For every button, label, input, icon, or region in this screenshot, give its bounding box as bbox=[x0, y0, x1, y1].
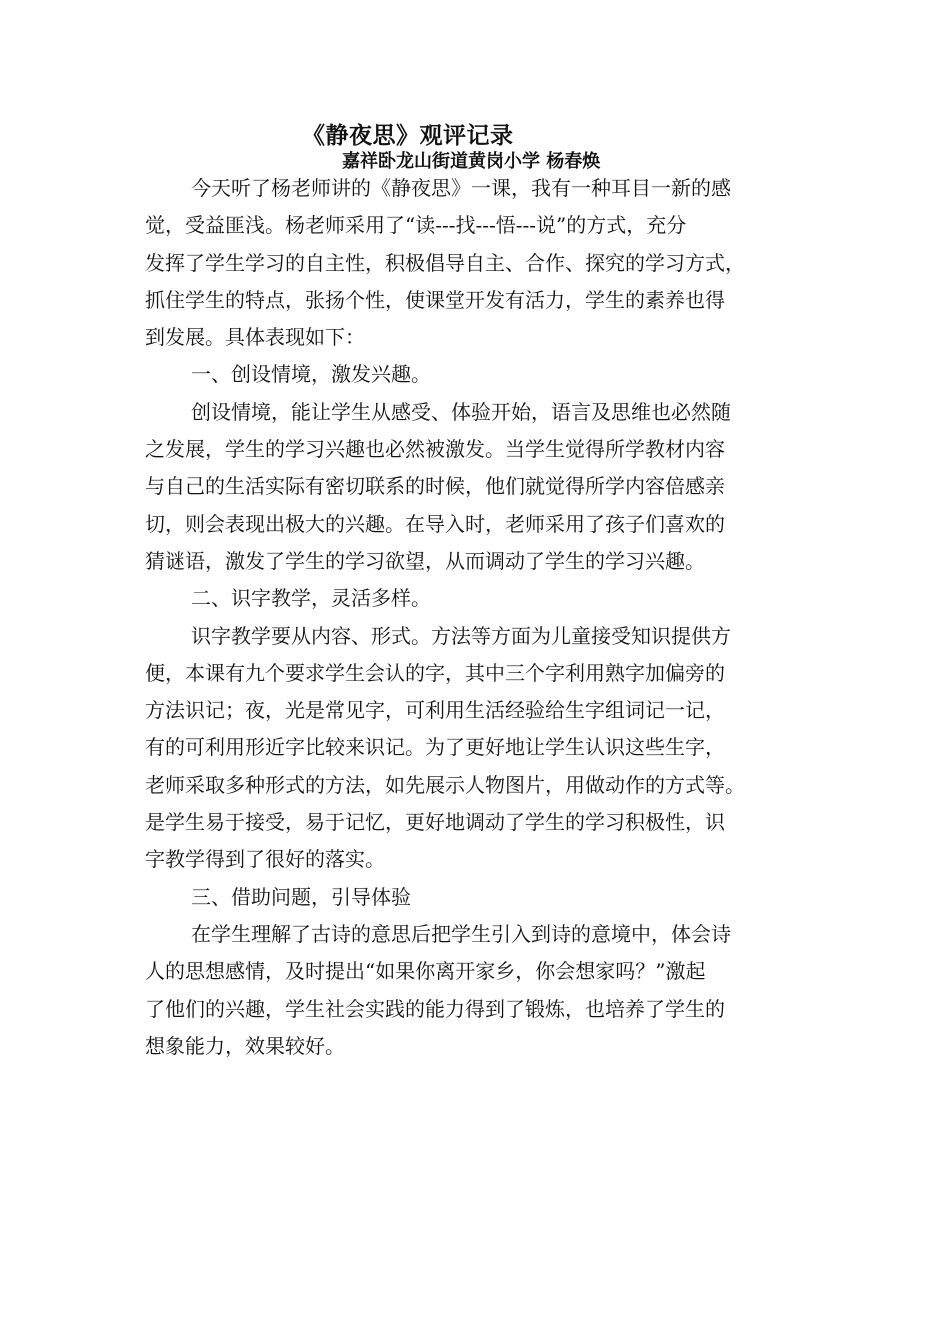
author-line: 嘉祥卧龙山街道黄岗小学 杨春焕 bbox=[342, 151, 601, 172]
paragraph-line: 抓住学生的特点，张扬个性，使课堂开发有活力，学生的素养也得 bbox=[145, 287, 725, 312]
paragraph-line: 有的可利用形近字比较来识记。为了更好地让学生认识这些生字， bbox=[145, 735, 725, 760]
section-heading: 三、借助问题，引导体验 bbox=[191, 884, 411, 909]
paragraph-line: 发挥了学生学习的自主性，积极倡导自主、合作、探究的学习方式， bbox=[145, 250, 745, 275]
paragraph-line: 今天听了杨老师讲的《静夜思》一课，我有一种耳目一新的感 bbox=[191, 176, 731, 200]
paragraph-line: 想象能力，效果较好。 bbox=[145, 1033, 345, 1058]
paragraph-line: 创设情境，能让学生从感受、体验开始，语言及思维也必然随 bbox=[191, 399, 731, 424]
paragraph-line: 便，本课有九个要求学生会认的字，其中三个字利用熟字加偏旁的 bbox=[145, 660, 725, 685]
paragraph-line: 人的思想感情，及时提出“如果你离开家乡，你会想家吗？”激起 bbox=[145, 959, 706, 984]
paragraph-line: 了他们的兴趣，学生社会实践的能力得到了锻炼，也培养了学生的 bbox=[145, 996, 725, 1021]
section-heading: 一、创设情境，激发兴趣。 bbox=[191, 362, 431, 387]
paragraph-line: 到发展。具体表现如下： bbox=[145, 325, 365, 350]
paragraph-line: 识字教学要从内容、形式。方法等方面为儿童接受知识提供方 bbox=[191, 623, 731, 648]
paragraph-line: 与自己的生活实际有密切联系的时候，他们就觉得所学内容倍感亲 bbox=[145, 474, 725, 499]
paragraph-line: 方法识记；夜，光是常见字，可利用生活经验给生字组词记一记， bbox=[145, 698, 725, 723]
paragraph-line: 之发展，学生的学习兴趣也必然被激发。当学生觉得所学教材内容 bbox=[145, 437, 725, 462]
paragraph-line: 在学生理解了古诗的意思后把学生引入到诗的意境中，体会诗 bbox=[191, 921, 731, 946]
paragraph-line: 字教学得到了很好的落实。 bbox=[145, 847, 385, 872]
paragraph-line: 切，则会表现出极大的兴趣。在导入时，老师采用了孩子们喜欢的 bbox=[145, 511, 725, 536]
document-title: 《静夜思》观评记录 bbox=[302, 122, 514, 149]
paragraph-line: 猜谜语，激发了学生的学习欲望，从而调动了学生的学习兴趣。 bbox=[145, 548, 705, 573]
section-heading: 二、识字教学，灵活多样。 bbox=[191, 586, 431, 611]
paragraph-line: 老师采取多种形式的方法，如先展示人物图片，用做动作的方式等。 bbox=[145, 772, 745, 797]
paragraph-line: 是学生易于接受，易于记忆，更好地调动了学生的学习积极性，识 bbox=[145, 810, 725, 835]
paragraph-line: 觉，受益匪浅。杨老师采用了“读---找---悟---说”的方式，充分 bbox=[145, 213, 687, 238]
document-body bbox=[145, 170, 835, 1065]
